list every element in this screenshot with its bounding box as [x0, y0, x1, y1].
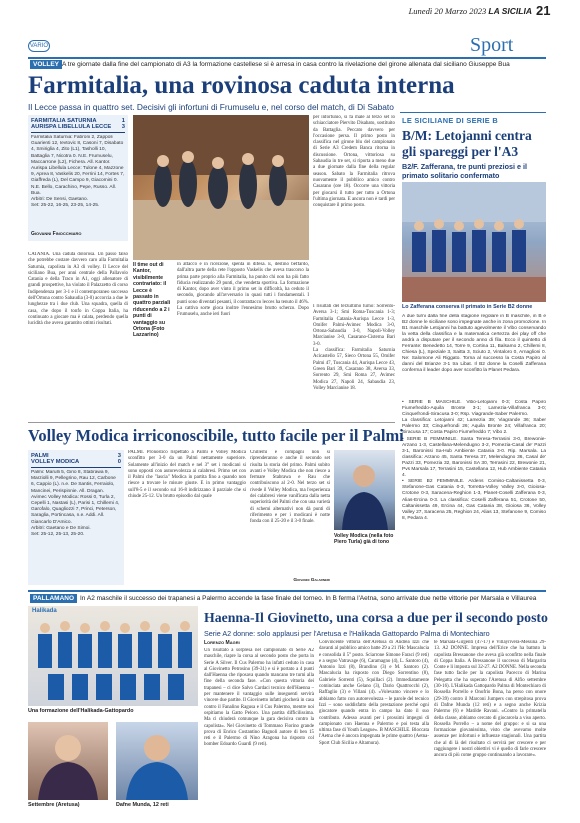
pallamano-strip: In A2 maschile il successo dei trapanesi a Palermo accende la fase finale del torneo. In B ferma l'Aetna, sono arrivate due nette vittorie per Marsala e Villaurea: [80, 595, 537, 602]
main-headline: Farmitalia, una rovinosa caduta interna: [28, 72, 455, 99]
modica-score-home: PALMI 3: [31, 453, 121, 459]
modica-author: Giovanni Galarneri: [293, 578, 330, 583]
sidebar-text: A due turni dalla fine della stagione regolare in B maschile, in B e B2 donne le siciliane sono impegnate anche in zona promozione. In B1 maschile Letojanni ha battuto agevolmente il Vibo conservando la vetta della classifica e la matematica certezza dei play off che andrà a disputare per il secondo anno di fila. Ecco il quintetto di Ferrante: Benedetto 14, Torre 9, Cortina 11, Balsamo 2, Chillemi 8, Chiesa (L), Speziale 3, Saitta 3, Sciuto 2, Vintaloro 0, Arnaglioni 0. Ne: Salomone Ali Riggato. Torna al successo la Costa Papiro al danni del Brianze 3-1 tra Libat. Il B2 donne la Coselli Zafferana conferma il leader dopo aver sconfitto la Planet Pedara.: [402, 314, 546, 373]
page-date: Lunedì 20 Marzo 2023 LA SICILIA: [408, 6, 532, 16]
main-col2: in attacco e in ricezione, spenta in difesa. E, destino beffardo, dall'altra parte della rete l'opposto Vaskelis che aveva trascorso la prima parte proprio alla Farmitalia, ha punito chi non ha più fatto fiducia realizzando 29 punti, che vendetta sportiva. La formazione di Kantor, dopo aver vinto il primo set in difficoltà, ha ceduto il secondo, giocando all'avversario in quasi tutti i fondamentali. I punti sono diventati pesanti, il contrattacco lecces ha tenuto il 46%. La cattiva sorte gioca inoltre l'ennesimo brutto scherzo. Dopo Frumuselu, anche ieri fuori: [177, 262, 309, 318]
munda-photo: [116, 722, 198, 800]
pallamano-headline: Haenna-Il Giovinetto, una corsa a due per il secondo posto: [204, 610, 548, 625]
pallamano-photo: [28, 606, 198, 706]
header-rule: [28, 57, 546, 59]
pallamano-author: Lorenzo Magri: [204, 640, 240, 646]
top-strip-text: A tre giornate dalla fine del campionato di A3 la formazione castellese si è arresa in casa contro la rivelazione del girone allenata dal siciliano Giuseppe Bua: [62, 61, 510, 68]
halikada-label: Halikada: [32, 608, 57, 614]
pallamano-tag: PALLAMANO: [30, 594, 77, 603]
halikada-team-photo: [28, 606, 198, 706]
modica-scorebox: [28, 450, 124, 585]
pallamano-rule: [28, 590, 546, 592]
settembre-photo: [28, 722, 108, 800]
sidebar-headline: B/M: Letojanni centra gli spareggi per l'A3: [402, 128, 532, 159]
sidebar-photo-caption: Lo Zafferana conserva il primato in Serie B2 donne: [402, 304, 533, 310]
modica-col2: Chillemi e compagni non si riprenderanno e anche il secondo set risulta la storia del primo. Palmi subito avanti e Volley Modica che non riesce a fermare Stabrawa e Rau che contribuiscono al 2-0. Nel terzo set si rivede il Volley Modica, ma l'esperienza dei calabresi viene vanificata dalla netta superiorità del Palmi che con una varietà di schemi alternativi non dà punti di riferimento e per i modicani è notte fonda con il 25-20 e il 3-0 finale.: [250, 450, 330, 525]
main-author: Giovanni Finocchiaro: [31, 231, 82, 237]
pallamano-col1: Un risultato a sorpresa nel campionato di Serie A2 maschile, riapre la corsa al secondo posto che porta in Serie A Silver. Il Cus Palermo ha infatti ceduto in casa al Giovinetto Petrosino (39-31) e si è portato a 4 punti dall'Haenna che riposava quando mancano tre turni alla fine della seconda fase. «Con questa vittoria dei trapanesi – ci dice Salvo Cardaci tecnico dell'Haenna – per mantenere il vantaggio sulle inseguenti servirà vincere due partite. Il Giovinetto infatti giocherà in casa contro il Fanalino Ragusa e il Cus Palermo, mentre noi ospitiamo la Gatto Peloro. Una partita difficilissima. Ma ci chiuderà comunque la gara decisiva contro la capolista». Nel Giovinetto di Tommaso Fiorino grande prova di Enrico Costantino Bagnoli autore di ben 15 reti e il Palermo di Nino Aragona ha risposto col bomber Edoardo Guardì (9 reti).: [204, 648, 314, 748]
modica-tabellino: Palmi: Marulli 5, Girio 8, Stabrawa 9, Marziolli 9, Pellegrino, Rau 12, Carbone 6, Cappio (L). n.e. De Santis, Ferraiolo, Mancinei, Perispinnie. All. Dragan. Avimec Volley Modica: Rossi 0, Turla 2, Cepelli 1, Nastasi (L), Parisi 1, Chillemi 4, Garofalo, Quagliozzi 7, Princi, Peterson, Saraglia, Portincasa, n.e. Addi. All. Giancarlo D'Amico. Arbitri: Gaetano e De Simoi. Set: 25-12, 25-13, 25-20.: [31, 470, 120, 538]
modica-photo: [334, 450, 395, 530]
turla-player-photo: [334, 450, 395, 530]
sidebar-subtitle: B2/F. Zafferana, tre punti preziosi e il primato solitario confermato: [402, 162, 528, 180]
pallamano-subtitle: Serie A2 donne: solo applausi per l'Aretusa e l'Halikada Gattopardo Palma di Montechiaro: [204, 629, 490, 638]
score-away: AURISPA LIBELLULA LECCE 3: [31, 124, 125, 133]
munda-caption: Dafne Munda, 12 reti: [116, 802, 169, 808]
page-number: 21: [536, 3, 551, 18]
main-subtitle: Il Lecce passa in quattro set. Decisivi gli infortuni di Frumuselu e, nel corso del match, di Di Sabato: [28, 102, 394, 112]
zafferana-team-photo: [402, 182, 546, 302]
section-title: Sport: [470, 34, 514, 56]
vario-badge: VARIO: [28, 40, 50, 52]
settembre-caption: Settembre (Aretusa): [28, 802, 80, 808]
sidebar-photo: [402, 182, 546, 302]
volley-team-photo: [133, 115, 309, 260]
main-photo: [133, 115, 309, 260]
settembre-portrait: [28, 722, 108, 800]
modica-photo-caption: Volley Modica (nella foto Piero Turla) già di tono: [334, 533, 394, 546]
modica-col1: PALMI. Pronostico rispettato a Palmi e Volley Modica sconfitto per 3-0 da un Palmi nettamente superiore. Solamente all'inizio del match e nel 3° set i modicani si sono opposti con autorevolezza ai calabresi. Primo set con il Palmi che "lascia" Modica in partita fino a quando non riesce a trovare le misure giuste. E in primo vantaggio sull'8-5 e il secondo sul 16-8 indirizzano il parziale che si chiude 25-12. Un brutto episodio dal quale: [128, 450, 246, 500]
modica-headline: Volley Modica irriconoscibile, tutto facile per il Palmi: [28, 426, 404, 445]
main-scorebox: [28, 115, 128, 241]
modica-top-rule: [28, 422, 395, 423]
pallamano-photo-caption: Una formazione dell'Halikada-Gattopardo: [28, 708, 134, 714]
main-tabellino: Farmitalia Saturnia: Fabroni 2, Zappoli Guarienti 12, Ievtovic 8, Casoni 7, Disabato 4, Smiriglia 4, Zito (L1), Tasholli 10, Battaglia 7, Nicotra 0. N.E. Frumuselu, Maccarrone (L2), Fichera. All. Kantor. Aurispa Libellula Lecce: Tulone 4, Mazzone 9, Aprea 8, Vaskelis 20, Ferrini 14, Fortes 7, Giaffreda (L), Del Campo 9, Giacomini 0. N.E. Bello, Carachino, Pepe, Russo. All. Bua. Arbitri: De Sensi, Gaetano. Set: 25-22, 16-25, 23-25, 14-25.: [31, 135, 125, 209]
sidebar-results: • SERIE B MASCHILE. Vibo-Letojanni 0-3; Costa Papiro Fiumefreddo-Aquila Bronte 3-1; Lamezia-Villafranca 3-0; Cinquefrondi-Siracusa 3-0; Rsp. Viagrande-Saber Palermo. La classifica: Letojanni 42; Lamezia 39; Viagrande 36; Saber Palermo 33; Cinquefrondi 26; Aquila Bronte 24; Villafranca 20; Siracusa 17; Costa Papiro Fiumefreddo 7; Vibo 2. • SERIE B FEMMINILE. Santa Teresa-Terrasini 3-0, Brewonie-Arzano 1-3, Castellana-Melendugno 3-2, Pomezia-Casal de' Pazzi 3-1, Baronissi Sa-Hub Ambiente Catania 3-0. Rip. Marsala. La classifica: Arzano 45, Santa Teresa 37, Melendugno 36, Casal de' Pazzi 33, Pomezia 32, Baronissi SA 30, Terrasini 22, Brewonie 21, Pvs Marsala 17, Terrasini 15, Castellana 12, Hub Ambiente Catania 4. • SERIE B2 FEMMINILE. Ardens Comiso-Caltanissetta 0-3, Stefanone-Gas Catania 0-3, Torretta-Volley Valley 3-0, Gioiosa-Crotone 0-3, Saracena-Reghion 1-3, Planet-Coselli Zafferana 0-3, Alias-Ercina 0-3. La classifica: Coselli Zafferana 51, Crotone 50, Caltanissetta 49, Ercina 44, Gas Catania 38, Gioiosa 36, Volley Valley 27, Saracena 25, Reghion 24, Alias 13, Stefanone 9, Comiso 8, Pedara 4.: [402, 400, 546, 521]
main-col3: per infortunio, si fa male al terzo set lo schiacciatore Piervito Disabato, sostituito da Battaglia. Peccato davvero per l'occasione persa. Il primo posto in classifica nel girone blu del campionato di Serie A3 Credem Banca ritorna in discussione. Ortona, vittoriosa su Sabaudia in tre set, si riporta a meno due a due giornate dalla fine della regular season. Sabato la Farmitalia ritrova nuovamente il pubblico amico contro Casarano (ore 18). Occorre una vittoria per giocarsi il tutto per tutto a Ortona l'ultima giornata. E ancora non è tardi per conquistare il primo posto.: [313, 115, 395, 209]
score-home: FARMITALIA SATURNIA 1: [31, 118, 125, 124]
main-col1: CATANIA. Una caduta dolorosa. Un passo falso che potrebbe costare davvero caro alla Farmitalia Saturnia, capolista in A3 di volley. Il Lecce del siciliano Bua, per anni centrale della Pallavolo Catania e della Traco in A1, oggi allenatore di grandi prospettive, ha violato il Palazzetto di corso Indipendenza per 3-1 e il contemporaneo successo dell'Ortona contro Sabaudia (3-0) accorcia a due le lunghezze tra i due club. Una squadra, quella di casa, che dopo il tonfo in Coppa Italia, ha continuato a giocare ma è calata, perdendo quella lucidità che aveva garantito ottimi risultati.: [28, 252, 128, 327]
munda-portrait: [116, 722, 198, 800]
main-col4: I risultati del terzultimo turno: Sorrento-Aversa 3-1; Smi Roma-Tuscania 1-3; Farmitalia Catania-Aurispa Lecce 1-3, Omifer Palmi-Avimec Modica 3-0, Ortona-Sabaudia 3-0, Napoli-Volley Marcianise 3-0, Casarano-Cisterna Bari 3-0. La classifica: Farmitalia Saturnia Acicastello 57, Sieco Ortona 55, Omifer Palmi 47, Tuscania 44, Aurispa Lecce 43, Green Bari 39, Casarano 38, Aversa 33, Sorrento 29, Smi Roma 27, Avimec Modica 27, Napoli 24, Sabaudia 23, Volley Marcianise 18.: [313, 304, 395, 391]
pallamano-col3: te Marsala-Girgenti (47-17) e Villayrivera-Messina 29-13. A2 DONNE. Impresa dell'Erice che ha battuto la capolista Bressanone che aveva già sconfitto nella finale di Coppa Italia. A Bressanone il successo di Margarita Conte e li imposta sul 32-27. A2 DONNE. Nella seconda fase tutto facile per la capolista Pacecco di Marina Pelegatta che ha superato l'Aretusa di Alfio settembre (30-16). L'Halikada Gattopardo Palma di Montechiaro di Rossella Porrello e Onofrio Bona, ha perso con onore (29-39) contro il Marconi Jumpers con strepitosa prova di Dafne Munda (12 reti) e a segno anche Krizia Palermo (6) e Matilde Ravani. «Contro la primatella della classe, abbiamo cercato di giocarcela a viso aperto. Rossella Porrello – a nome del gruppo: e si sa una formazione giovanissima, visto che avevamo molte assenze per infortuni e influenze stagionali. Una partita che al di là del risultato ci servirà per crescere e per raggiungere i nostri obiettivi vi è quello di farle crescere ancora di più come gruppo continuando a lavorare».: [434, 640, 546, 759]
pallamano-col2: Convincente vittoria dell'Aretusa di Andrea Izzi che davanti al pubblico amico batte 29 a 21 l'Hc Mascalucia e consolida il 5° posto. Sciarrone Simone Faraci (9 reti) e a segno Vatravage (6), Caramagno (4), L. Santoro (4), Antonio Izzi (8), Brandino (3) e M. Santoro (2). Mascalucia ha risposto con Diego Sorrentino (8), Gabriele Sorrenti (5), Squillaci (2). Immediatamente cominciata anche Gelano (3), Dario Quattrocchi (2), Raffaglio (3) e Villani (4). «Volevamo vincere e lo abbiamo fatto con autorevolezza – le parole del tecnico Izzi – sono soddisfatto della prestazione perché ogni giocatore quando entra in campo ha dato il suo contributo. Adesso avanti per i prossimi impegni di campionato con Haenna e Palermo e poi testa alla ultima fase di Youth League». B MASCHILE. Bloccata l'Aetna che è ancora impegnata le prime quattro (Aetna-Sport Club Sicilia e Altamura).: [319, 640, 429, 746]
main-photo-caption: Il time out di Kantor, visibilmente contrariato: il Lecce è passato in quattro parziali riducendo a 2 i punti di vantaggio su Ortona (Foto Lazzarino): [133, 262, 171, 339]
volley-tag: VOLLEY: [30, 60, 62, 69]
sidebar-top-rule: [400, 112, 546, 113]
modica-score-away: VOLLEY MODICA 0: [31, 459, 121, 468]
sidebar-header: LE SICILIANE DI SERIE B: [402, 116, 499, 125]
